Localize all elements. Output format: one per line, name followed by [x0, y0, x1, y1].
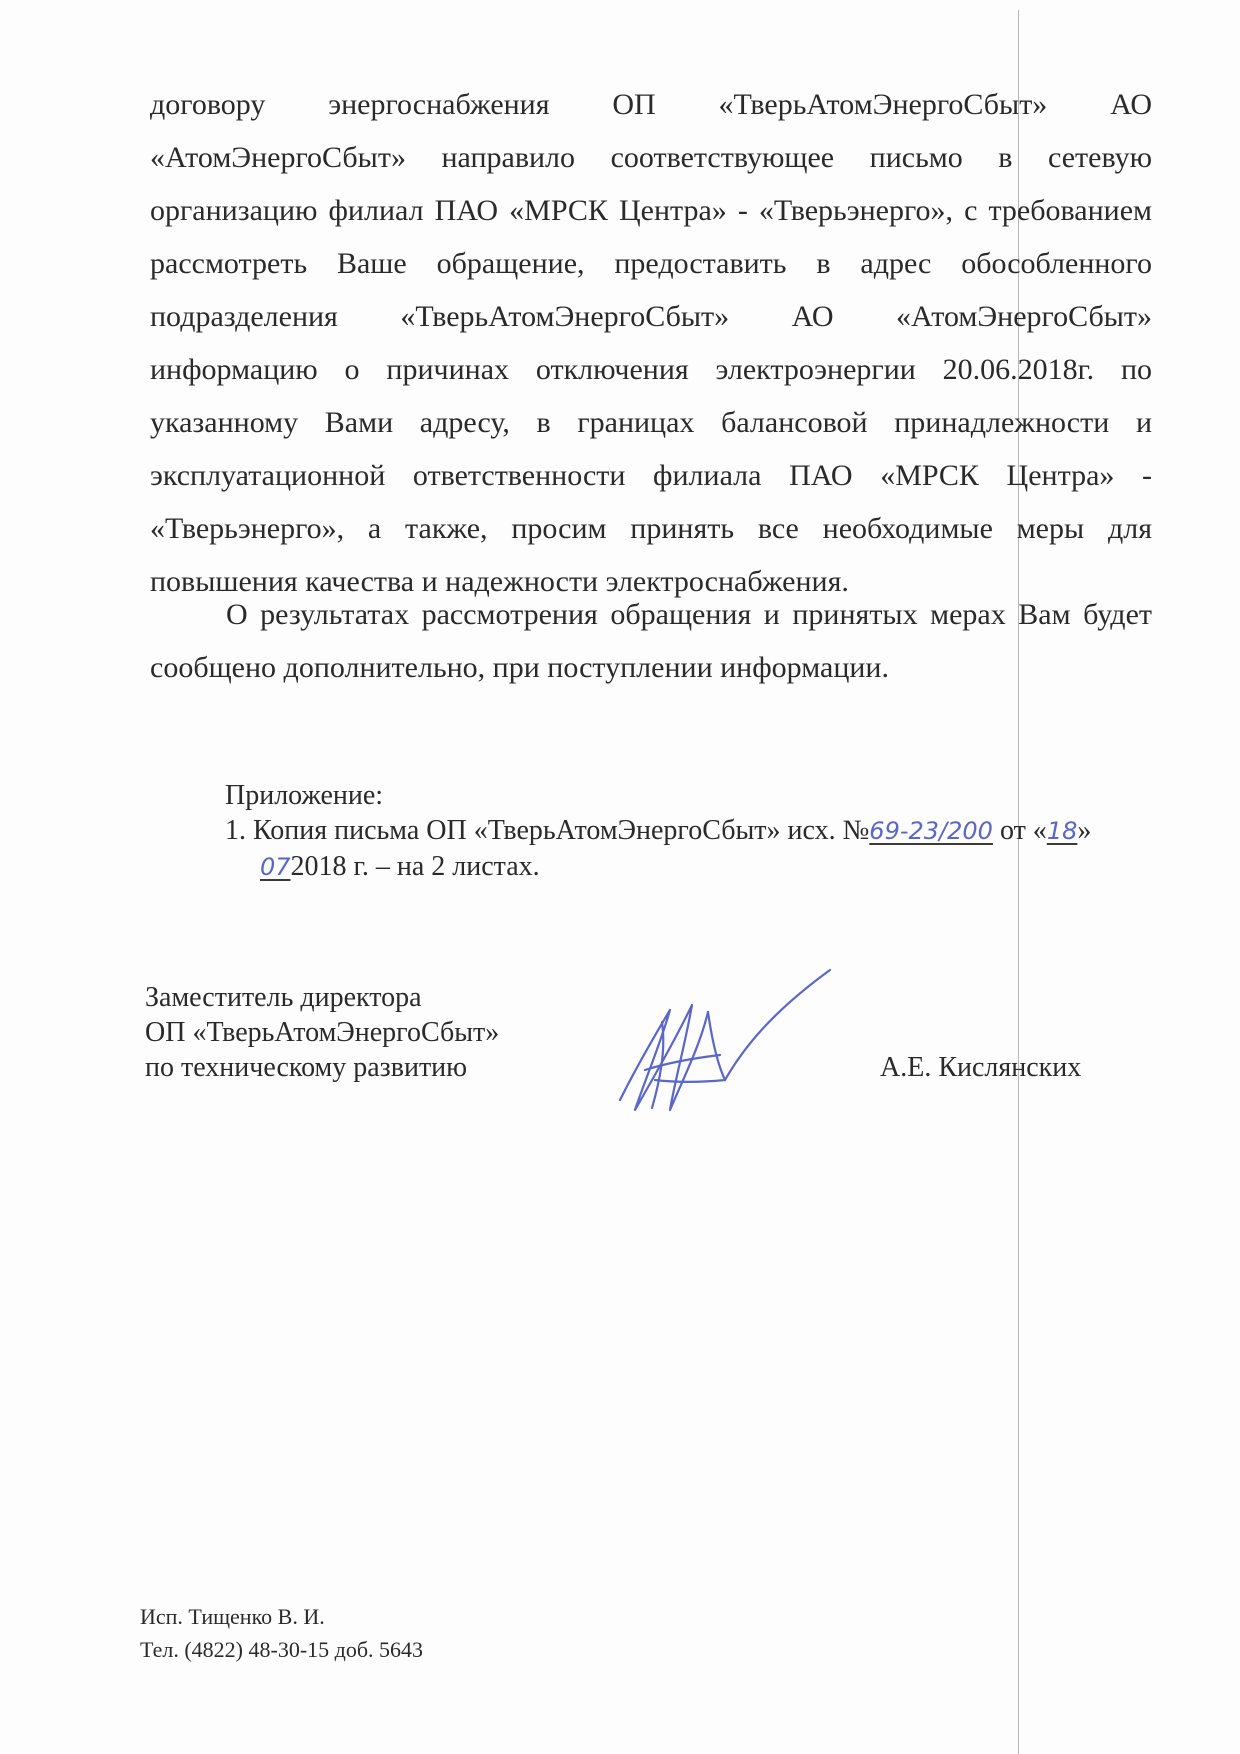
position-line-3: по техническому развитию: [145, 1052, 468, 1083]
appendix-item-1-continued: [225, 849, 1125, 885]
appendix-block: [225, 778, 1125, 885]
signatory-position: [145, 980, 499, 1085]
executor-name: Исп. Тищенко В. И.: [140, 1604, 325, 1629]
body-paragraph-1: договору энергоснабжения ОП «ТверьАтомЭнергоСбыт» АО «АтомЭнергоСбыт» направило соответствующее письмо в сетевую организацию филиал ПАО «МРСК Центра» - «Тверьэнерго», с требованием рассмотреть Ваше обращение, предоставить в адрес обособленного подразделения «ТверьАтомЭнергоСбыт» АО «АтомЭнергоСбыт» информацию о причинах отключения электроэнергии 20.06.2018г. по указанному Вами адресу, в границах балансовой принадлежности и эксплуатационной ответственности филиала ПАО «МРСК Центра» - «Тверьэнерго», а также, просим принять все необходимые меры для повышения качества и надежности электроснабжения.: [150, 88, 1152, 598]
appendix-date-from: от «: [992, 815, 1047, 846]
appendix-heading: Приложение:: [225, 780, 384, 811]
position-line-2: ОП «ТверьАтомЭнергоСбыт»: [145, 1017, 500, 1048]
handwritten-month: 07: [260, 853, 291, 881]
handwritten-letter-number: 69-23/200: [869, 817, 993, 845]
handwritten-day: 18: [1046, 817, 1078, 845]
appendix-item-1: [225, 813, 1125, 849]
appendix-date-close: »: [1077, 815, 1092, 846]
executor-contact: [140, 1600, 423, 1666]
appendix-item-prefix: 1. Копия письма ОП «ТверьАтомЭнергоСбыт» исх. №: [225, 815, 870, 846]
handwritten-signature: [600, 950, 840, 1130]
executor-phone: Тел. (4822) 48-30-15 доб. 5643: [140, 1637, 424, 1662]
position-line-1: Заместитель директора: [145, 982, 422, 1013]
signer-name: А.Е. Кислянских: [880, 1052, 1082, 1083]
body-paragraph-2: О результатах рассмотрения обращения и принятых мерах Вам будет сообщено дополнительно, при поступлении информации.: [150, 598, 1152, 684]
appendix-item-suffix: 2018 г. – на 2 листах.: [290, 851, 540, 882]
